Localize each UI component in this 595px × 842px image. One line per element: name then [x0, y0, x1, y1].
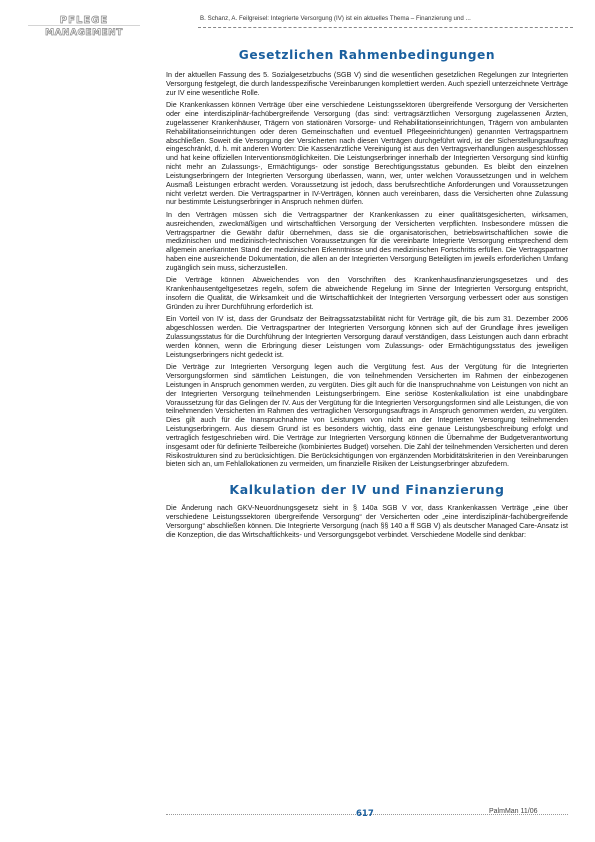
running-head: B. Schanz, A. Feilgreisel: Integrierte Versorgung (IV) ist ein aktuelles Thema – Finanzierung und ...	[200, 15, 471, 22]
paragraph: In den Verträgen müssen sich die Vertragspartner der Krankenkassen zu einer qualitätsgesicherten, wirksamen, ausreichenden, zweckmäßigen und wirtschaftlichen Versorgung der Versicherten verpflichten. Insbesondere müssen die Vertragspartner die Gewähr dafür übernehmen, dass sie die organisatorischen, betriebswirtschaftlichen sowie die medizinischen und medizinisch-technischen Voraussetzungen für die vereinbarte Integrierte Versorgung entsprechend dem allgemein anerkannten Stand der medizinischen Erkenntnisse und des medizinischen Fortschritts erfüllen. Die Vertragspartner haben eine ausreichende Dokumentation, die allen an der Integrierten Versorgung Beteiligten im jeweils erforderlichen Umfang zugänglich sein muss, sicherzustellen.	[166, 210, 568, 272]
paragraph: Die Krankenkassen können Verträge über eine verschiedene Leistungssektoren übergreifende Versorgung der Versicherten oder eine interdisziplinär-fachübergreifende Versorgung (das sind: vertragsärztlichen Versorgung zugelassenen Ärzten, zugelassener Krankenhäuser, Trägern von stationären Vorsorge- und Rehabilitationseinrichtungen, Trägern von ambulanten Rehabilitationseinrichtungen oder deren Gemeinschaften und eventuell Pflegeeinrichtungen) genannten Vertragspartnern abschließen. Soweit die Versorgung der Versicherten nach diesen Verträgen durchgeführt wird, ist der Sicherstellungsauftrag eingeschränkt, d. h. mit anderen Worten: Die Kassenärztliche Vereinigung ist aus den Vertragsverhandlungen ausgeschlossen und hat keine offiziellen Interventionsmöglichkeiten. Die Leistungserbringer innerhalb der Integrierten Versorgung sind künftig nicht mehr an Zulassungs-, Ermächtigungs- oder sonstige Berechtigungsstatus gebunden. Es bleibt den einzelnen Leistungserbringern der Integrierten Versorgung überlassen, wann, wer, unter welchen Voraussetzungen und in welchem Ausmaß Leistungen erbracht werden. Voraussetzung ist jedoch, dass berufsrechtliche Anforderungen und Voraussetzungen nicht verletzt werden. Die Vertragspartner in IV-Verträgen, können auch vereinbaren, dass die Versicherten ohne Zulassung nur bestimmte Leistungserbringer in Anspruch nehmen dürfen.	[166, 101, 568, 207]
svg-text:PFLEGE: PFLEGE	[59, 15, 109, 26]
magazine-issue: PalmMan 11/06	[489, 808, 538, 815]
paragraph: Die Verträge zur Integrierten Versorgung legen auch die Vergütung fest. Aus der Vergütung für die Integrierten Versorgungsformen sind sämtlichen Leistungen, die von teilnehmenden Versicherten im Rahmen der einbezogenen Leistungen in Anspruch genommen werden, zu vergüten. Dies gilt auch für die Inanspruchnahme von Leistungen von nicht an der Integrierten Versorgung teilnehmenden Leistungserbringern. Eine seriöse Kostenkalkulation ist eine unabdingbare Voraussetzung für das Gelingen der IV. Aus der Vergütung für die Integrierten Versorgungsformen sind alle Leistungen, die von teilnehmenden Versicherten im Rahmen des vertraglichen Versorgungsauftrags in Anspruch genommen werden, zu vergüten. Dies gilt auch für die Inanspruchnahme von Leistungen von nicht an der Integrierten Versorgung teilnehmenden Leistungserbringern. Aus diesem Grund ist es besonders wichtig, dass eine genaue Leistungsbeschreibung erfolgt und vertraglich festgeschrieben wird. Die Verträge zur Integrierten Versorgung können die Übernahme der Budgetverantwortung insgesamt oder für definierte Teilbereiche (kombiniertes Budget) vorsehen. Die Zahl der teilnehmenden Versicherten und deren Risikostrukturen sind zu berücksichtigen. Die Berücksichtigungen von ergänzenden Morbiditätskriterien in den Vereinbarungen bieten sich an, um Fehlallokationen zu vermeiden, um finanzielle Risiken der Leistungserbringer abzufedern.	[166, 363, 568, 469]
header-rule	[198, 27, 573, 28]
page-number: 617	[356, 809, 374, 819]
paragraph: Die Verträge können Abweichendes von den Vorschriften des Krankenhausfinanzierungsgesetzes und des Krankenhausentgeltgesetzes regeln, sofern die abweichende Regelung im Sinne der Integrierten Versorgung entspricht, insofern die Qualität, die Wirksamkeit und die Wirtschaftlichkeit der Integrierten Versorgung verbessert oder aus sonstigen Gründen zu ihrer Durchführung erforderlich ist.	[166, 276, 568, 311]
article-body	[166, 48, 568, 543]
paragraph: Ein Vorteil von IV ist, dass der Grundsatz der Beitragssatzstabilität nicht für Verträge gilt, die bis zum 31. Dezember 2006 abgeschlossen werden. Die Vertragspartner der Integrierten Versorgung können sich auf der Grundlage ihres jeweiligen Zulassungsstatus für die Durchführung der Integrierten Versorgung darauf verständigen, dass Leistungen auch dann erbracht werden können, wenn die Erbringung dieser Leistungen vom Zulassungs- oder Ermächtigungsstatus des jeweiligen Leistungserbringers nicht gedeckt ist.	[166, 315, 568, 359]
paragraph: In der aktuellen Fassung des 5. Sozialgesetzbuchs (SGB V) sind die wesentlichen gesetzlichen Regelungen zur Integrierten Versorgung festgelegt, die durch landesspezifische Vereinbarungen komplettiert werden. Auch speziell unterzeichnete Verträge zur IV eine wesentliche Rolle.	[166, 71, 568, 97]
magazine-logo	[28, 12, 140, 38]
section-heading-financing: Kalkulation der IV und Finanzierung	[229, 482, 505, 498]
svg-text:MANAGEMENT: MANAGEMENT	[45, 28, 123, 38]
paragraph: Die Änderung nach GKV-Neuordnungsgesetz sieht in § 140a SGB V vor, dass Krankenkassen Verträge „eine über verschiedene Leistungssektoren übergreifende Versorgung“ der Versicherten oder „eine interdisziplinär-fachübergreifende Versorgung“ abschließen können. Die Integrierte Versorgung (nach §§ 140 a ff SGB V) als deutscher Managed Care-Ansatz ist die Konzeption, die das Wirtschaftlichkeits- und Versorgungsgebot verbindet. Verschiedene Modelle sind denkbar:	[166, 504, 568, 539]
section-heading-legal: Gesetzlichen Rahmenbedingungen	[238, 48, 496, 62]
